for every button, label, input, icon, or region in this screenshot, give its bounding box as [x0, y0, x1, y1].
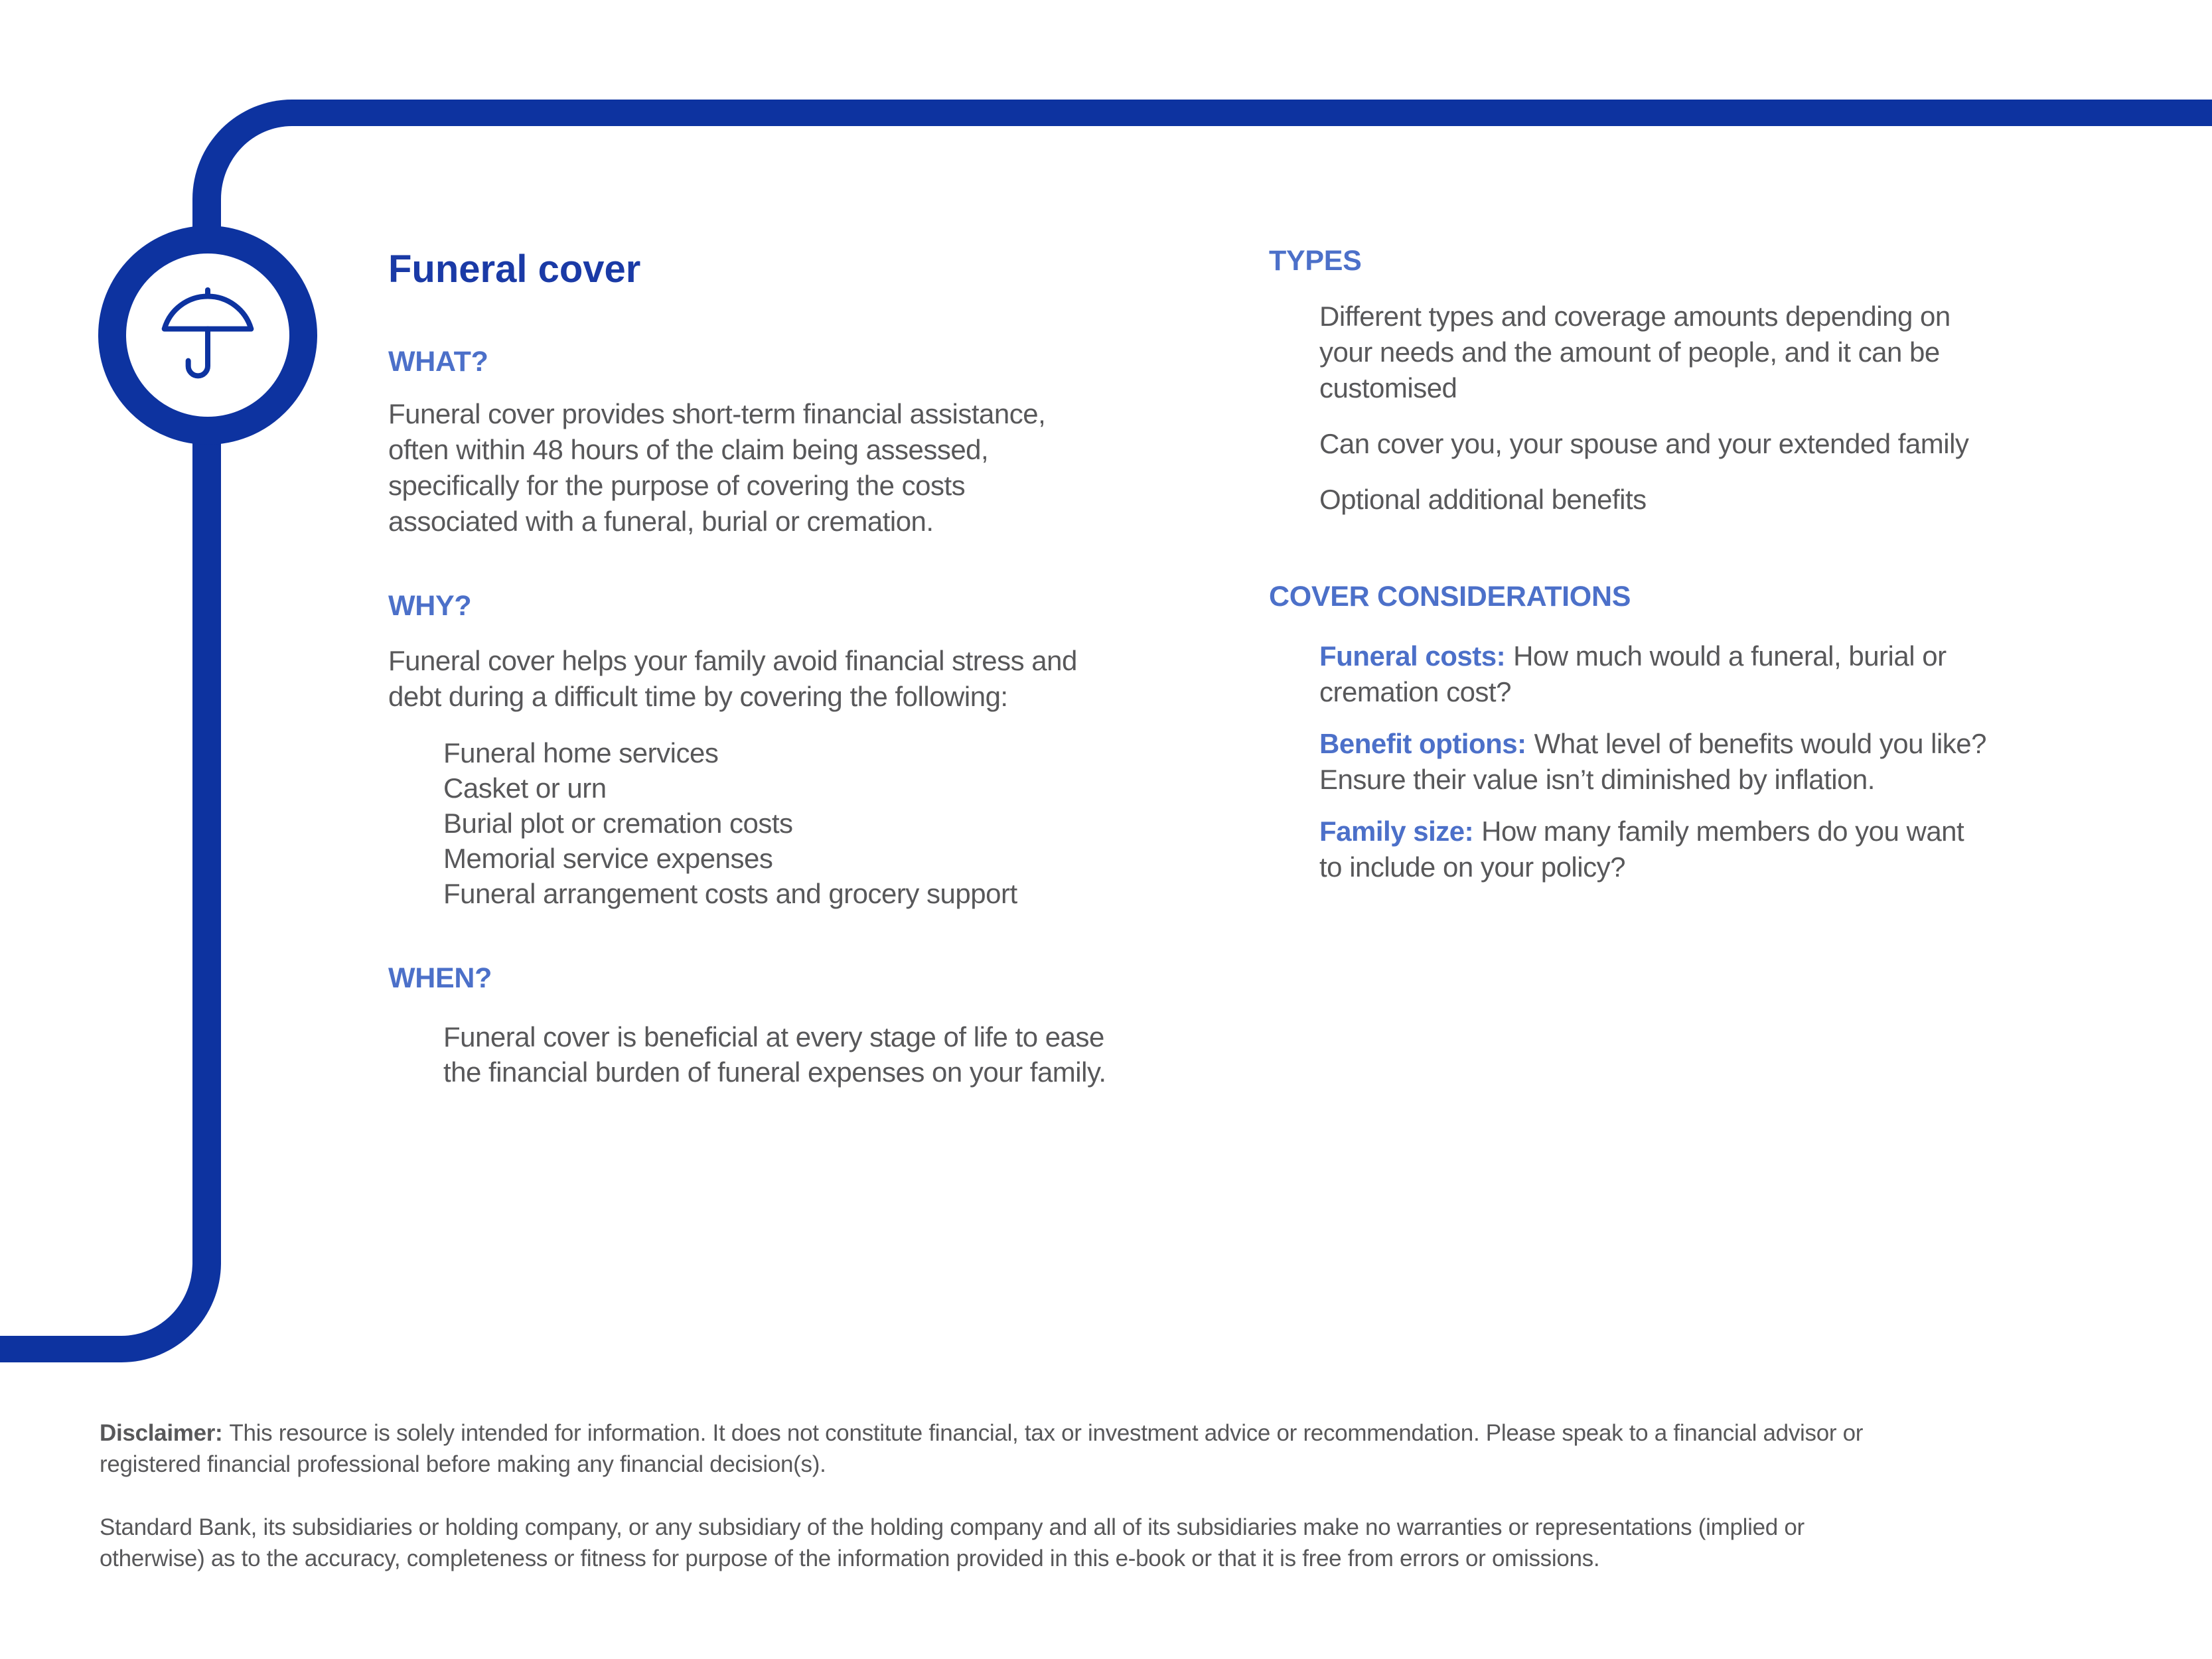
disclaimer-label: Disclaimer: [100, 1420, 223, 1446]
what-line: Funeral cover provides short-term financial assistance, [388, 398, 1046, 429]
consideration-line [1319, 726, 1986, 762]
why-paragraph [388, 643, 1077, 715]
types-line: Different types and coverage amounts depending on [1319, 301, 1951, 332]
why-bullet-list [398, 735, 1017, 911]
list-item [1269, 299, 1968, 406]
consideration-label: Benefit options: [1319, 728, 1526, 759]
what-paragraph [388, 396, 1045, 540]
list-item [398, 735, 1017, 770]
consideration-label: Funeral costs: [1319, 640, 1506, 672]
types-line: Can cover you, your spouse and your extended family [1319, 428, 1969, 459]
list-item [398, 806, 1017, 841]
list-item-text [1319, 726, 1986, 798]
list-item-text: Funeral home services [443, 737, 719, 768]
what-line: specifically for the purpose of covering the costs [388, 470, 966, 501]
types-line: your needs and the amount of people, and it can be [1319, 336, 1940, 368]
when-line: Funeral cover is beneficial at every stage of life to ease [443, 1021, 1104, 1052]
list-item-text: Funeral arrangement costs and grocery support [443, 878, 1017, 909]
disclaimer-paragraph-2 [100, 1512, 1805, 1574]
list-item [398, 876, 1017, 911]
disclaimer-line: otherwise) as to the accuracy, completeness or fitness for purpose of the information provided in this e-book or that it is free from errors or omissions. [100, 1546, 1600, 1571]
section-header-why: WHY? [388, 590, 472, 622]
disclaimer-paragraph-1 [100, 1417, 1863, 1480]
list-item-text: Casket or urn [443, 772, 607, 804]
list-item-text [1319, 638, 1947, 710]
list-item [398, 841, 1017, 876]
consideration-line: to include on your policy? [1319, 851, 1625, 883]
consideration-line [1319, 638, 1947, 674]
consideration-text: How much would a funeral, burial or [1513, 640, 1947, 672]
what-line: associated with a funeral, burial or cremation. [388, 506, 934, 537]
list-item-text [443, 1019, 1106, 1090]
list-item-text [1319, 299, 1951, 406]
list-item-text: Memorial service expenses [443, 843, 773, 874]
consideration-label: Family size: [1319, 816, 1474, 847]
disclaimer-line: registered financial professional before making any financial decision(s). [100, 1451, 826, 1477]
when-line: the financial burden of funeral expenses on your family. [443, 1056, 1106, 1088]
consideration-line: Ensure their value isn’t diminished by inflation. [1319, 764, 1875, 795]
list-item-text: Burial plot or cremation costs [443, 808, 793, 839]
disclaimer-line [100, 1417, 1863, 1449]
list-item [1269, 726, 1986, 798]
section-header-cover-considerations: COVER CONSIDERATIONS [1269, 581, 1631, 613]
disclaimer-text: This resource is solely intended for information. It does not constitute financial, tax or investment advice or recommendation. Please speak to a financial advisor or [229, 1420, 1864, 1446]
consideration-text: How many family members do you want [1481, 816, 1964, 847]
consideration-line: cremation cost? [1319, 676, 1511, 707]
why-line: debt during a difficult time by covering the following: [388, 681, 1008, 712]
umbrella-icon [157, 285, 258, 386]
list-item [1269, 638, 1986, 710]
timeline-rail-bottom [0, 1161, 221, 1362]
section-icon-circle [98, 226, 317, 445]
cover-considerations-list [1269, 638, 1986, 885]
section-header-what: WHAT? [388, 346, 488, 378]
when-bullet-list [398, 1019, 1106, 1090]
list-item [1269, 426, 1968, 462]
list-item [398, 1019, 1106, 1090]
list-item-text [1319, 814, 1964, 885]
types-bullet-list [1269, 299, 1968, 518]
page-title: Funeral cover [388, 248, 641, 291]
types-line: customised [1319, 372, 1457, 403]
disclaimer-line: Standard Bank, its subsidiaries or holding company, or any subsidiary of the holding company and all of its subsidiaries make no warranties or representations (implied or [100, 1514, 1805, 1540]
why-line: Funeral cover helps your family avoid financial stress and [388, 645, 1077, 676]
list-item [398, 770, 1017, 806]
section-header-types: TYPES [1269, 245, 1362, 277]
list-item [1269, 814, 1986, 885]
consideration-line [1319, 814, 1964, 849]
what-line: often within 48 hours of the claim being assessed, [388, 434, 989, 465]
consideration-text: What level of benefits would you like? [1534, 728, 1987, 759]
types-line: Optional additional benefits [1319, 484, 1647, 515]
section-header-when: WHEN? [388, 962, 492, 994]
list-item [1269, 482, 1968, 518]
